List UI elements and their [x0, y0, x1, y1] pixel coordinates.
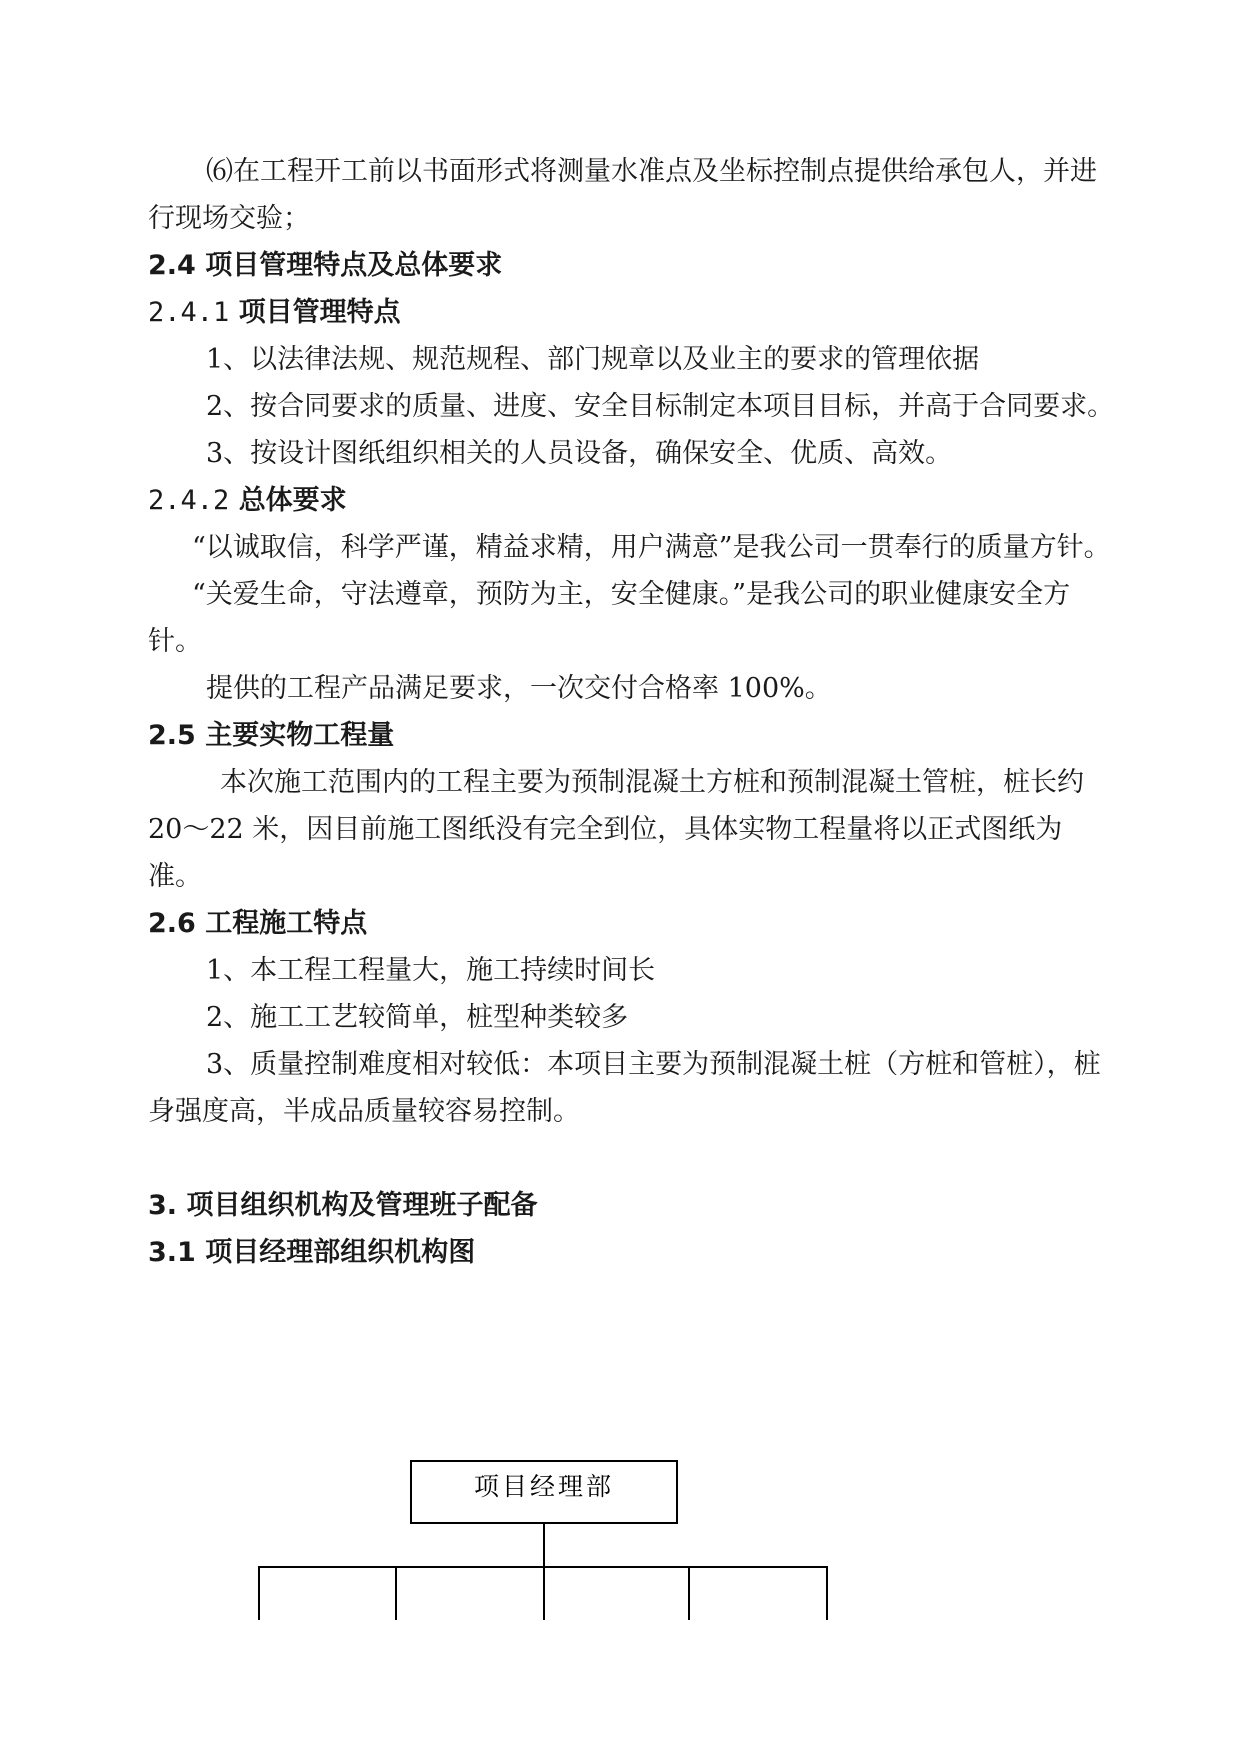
feature-item-1: 1、本工程工程量大，施工持续时间长	[206, 955, 656, 986]
heading-2-4-2	[148, 477, 1116, 524]
org-chart-root-box: 项目经理部	[410, 1460, 678, 1524]
list-item-2: 2、按合同要求的质量、进度、安全目标制定本项目目标，并高于合同要求。	[206, 391, 1115, 422]
section-gap	[148, 1135, 1116, 1182]
heading-2-4-2-text: 总体要求	[238, 485, 347, 516]
quality-policy: “以诚取信，科学严谨，精益求精，用户满意”是我公司一贯奉行的质量方针。	[192, 532, 1111, 563]
product-requirement: 提供的工程产品满足要求，一次交付合格率 100%。	[206, 673, 832, 704]
list-item-1: 1、以法律法规、规范规程、部门规章以及业主的要求的管理依据	[206, 344, 980, 375]
org-chart-root-connector	[543, 1524, 545, 1568]
heading-2-4-2-number: 2.4.2	[148, 485, 230, 516]
heading-2-6: 2.6 工程施工特点	[148, 908, 368, 939]
paragraph-benchmark-handover: ⑹在工程开工前以书面形式将测量水准点及坐标控制点提供给承包人，并进行现场交验；	[148, 156, 1097, 234]
heading-2-4-1-number: 2.4.1	[148, 297, 230, 328]
feature-item-3: 3、质量控制难度相对较低：本项目主要为预制混凝土桩（方桩和管桩），桩身强度高，半成品质量较容易控制。	[148, 1049, 1101, 1127]
org-chart-branch-1	[258, 1566, 260, 1620]
org-chart-branch-4	[688, 1566, 690, 1620]
list-item-3: 3、按设计图纸组织相关的人员设备，确保安全、优质、高效。	[206, 438, 953, 469]
org-chart-branch-3	[543, 1566, 545, 1620]
document-body	[148, 148, 1116, 1276]
quantities-paragraph: 本次施工范围内的工程主要为预制混凝土方桩和预制混凝土管桩，桩长约 20～22 米，因目前施工图纸没有完全到位，具体实物工程量将以正式图纸为准。	[148, 767, 1084, 892]
heading-2-4-1	[148, 289, 1116, 336]
safety-policy: “关爱生命，守法遵章，预防为主，安全健康。”是我公司的职业健康安全方针。	[148, 579, 1071, 657]
org-chart-branch-5	[826, 1566, 828, 1620]
feature-item-2: 2、施工工艺较简单，桩型种类较多	[206, 1002, 629, 1033]
heading-3: 3. 项目组织机构及管理班子配备	[148, 1190, 538, 1221]
heading-2-4: 2.4 项目管理特点及总体要求	[148, 250, 503, 281]
org-chart-branch-2	[395, 1566, 397, 1620]
heading-2-5: 2.5 主要实物工程量	[148, 720, 395, 751]
heading-3-1: 3.1 项目经理部组织机构图	[148, 1237, 476, 1268]
heading-2-4-1-text: 项目管理特点	[238, 297, 401, 328]
